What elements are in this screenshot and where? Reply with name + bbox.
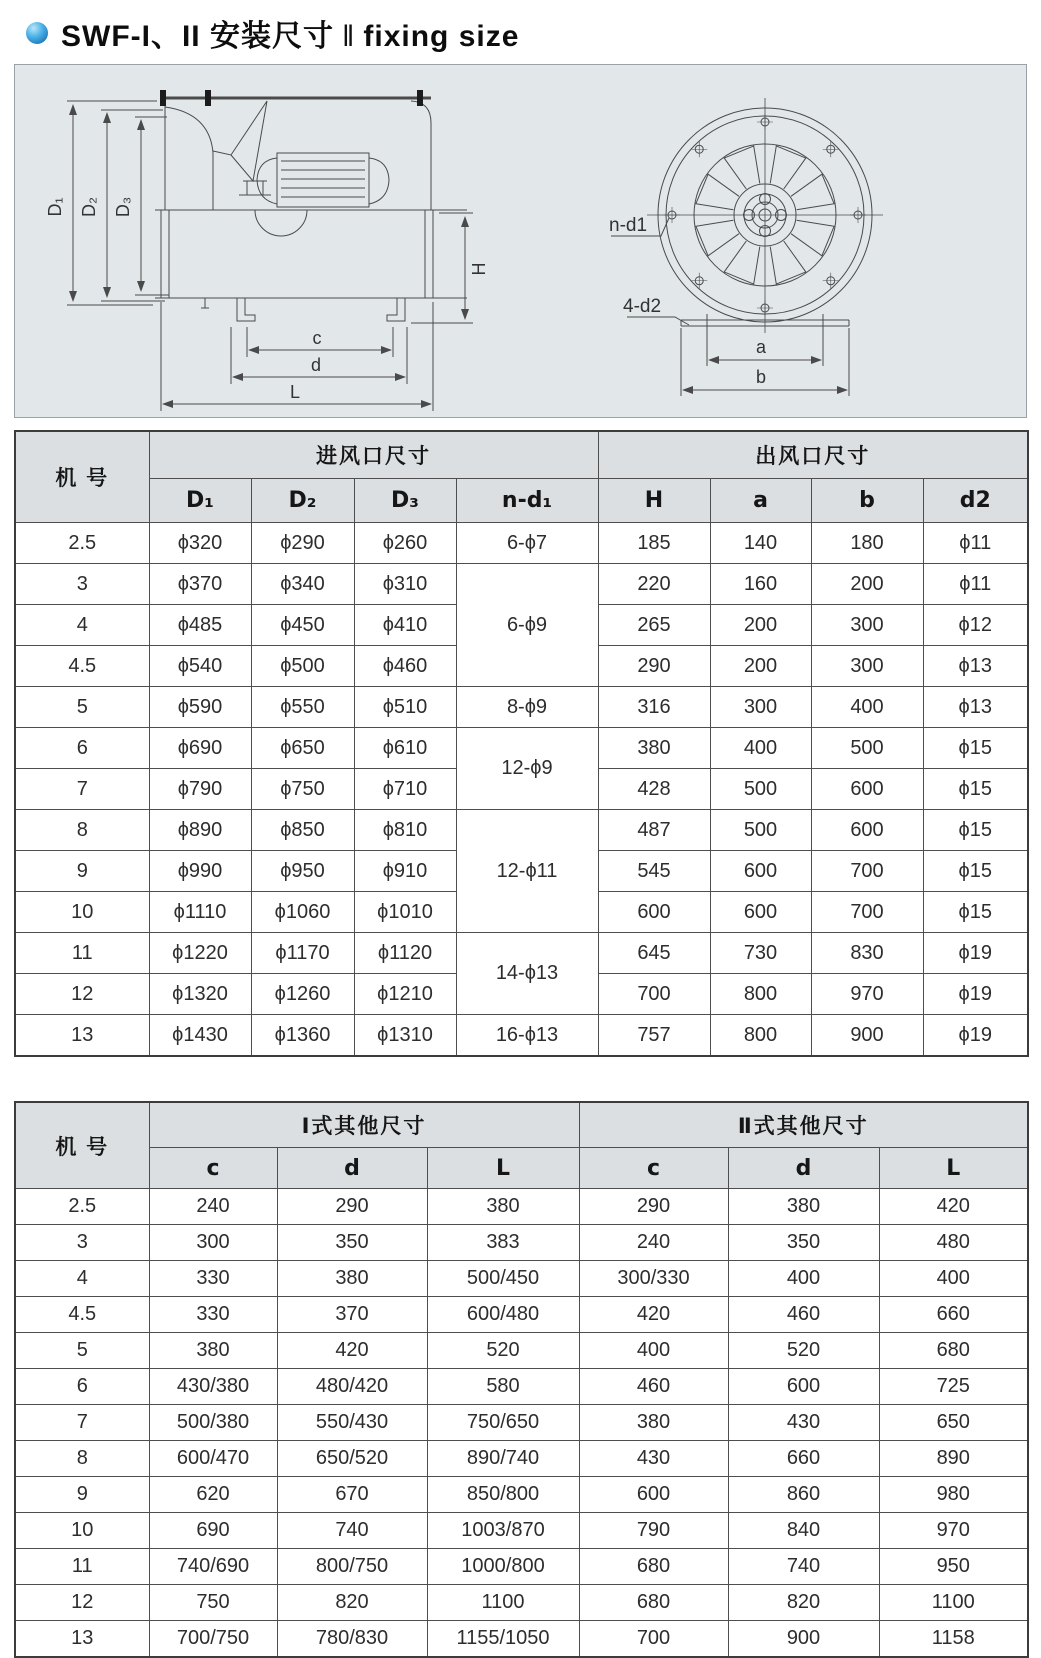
table-cell: 8 [15, 810, 149, 851]
table-cell: ϕ690 [149, 728, 251, 769]
table-cell: 316 [598, 687, 710, 728]
table-cell: ϕ850 [251, 810, 354, 851]
table-cell: 600 [710, 892, 811, 933]
table-row [15, 1549, 1028, 1585]
table-cell: 600 [728, 1369, 879, 1405]
table-cell: 500/450 [427, 1261, 579, 1297]
table-cell: 300 [710, 687, 811, 728]
table-cell: 12 [15, 974, 149, 1015]
col-header-c1: c [149, 1148, 277, 1189]
table-cell: 890 [879, 1441, 1028, 1477]
col-header-n-d1: n-d₁ [456, 479, 598, 523]
table-cell: 520 [427, 1333, 579, 1369]
dim-label-b: b [755, 367, 767, 387]
table-cell: 10 [15, 892, 149, 933]
table-cell: 980 [879, 1477, 1028, 1513]
table-cell: 7 [15, 769, 149, 810]
table-cell: 680 [579, 1549, 728, 1585]
table-cell: 430 [579, 1441, 728, 1477]
table-cell: 1158 [879, 1621, 1028, 1658]
table-cell: 2.5 [15, 1189, 149, 1225]
col-group-type2: Ⅱ式其他尺寸 [579, 1102, 1028, 1148]
title-separator: ‖ [341, 20, 356, 53]
table-cell: 820 [277, 1585, 427, 1621]
installation-diagram-panel [14, 64, 1027, 418]
table-cell: 4.5 [15, 1297, 149, 1333]
table-cell: 800 [710, 1015, 811, 1057]
table-cell: 5 [15, 687, 149, 728]
table-cell: ϕ950 [251, 851, 354, 892]
table-cell: 4.5 [15, 646, 149, 687]
table-cell: 240 [579, 1225, 728, 1261]
table-row [15, 1261, 1028, 1297]
table-cell: 16-ϕ13 [456, 1015, 598, 1057]
table-cell: 545 [598, 851, 710, 892]
col-header-b: b [811, 479, 923, 523]
table-cell: 730 [710, 933, 811, 974]
side-dimension-lines [67, 101, 473, 411]
table-cell: ϕ1360 [251, 1015, 354, 1057]
table-cell: 383 [427, 1225, 579, 1261]
table-cell: 1100 [427, 1585, 579, 1621]
table-cell: 480 [879, 1225, 1028, 1261]
table-row [15, 933, 1028, 974]
dim-label-a: a [755, 337, 767, 357]
table-cell: ϕ810 [354, 810, 456, 851]
installation-diagram [15, 65, 1026, 417]
table-cell: 660 [728, 1441, 879, 1477]
table-cell: 830 [811, 933, 923, 974]
table-row [15, 687, 1028, 728]
table-cell: 740 [728, 1549, 879, 1585]
table-row [15, 1297, 1028, 1333]
table-cell: 800/750 [277, 1549, 427, 1585]
table-cell: 240 [149, 1189, 277, 1225]
bullet-icon [26, 22, 48, 44]
dim-label-l: L [289, 382, 301, 402]
table-cell: 290 [598, 646, 710, 687]
table-cell: 11 [15, 1549, 149, 1585]
table-cell: ϕ1210 [354, 974, 456, 1015]
table-cell: 750 [149, 1585, 277, 1621]
col-header-d2: d2 [923, 479, 1028, 523]
dim-label-d: d [310, 355, 322, 375]
table-cell: 350 [277, 1225, 427, 1261]
table-cell: 290 [579, 1189, 728, 1225]
table-row [15, 1405, 1028, 1441]
table-cell: 13 [15, 1621, 149, 1658]
table-cell: 645 [598, 933, 710, 974]
table-cell: ϕ340 [251, 564, 354, 605]
table-cell: ϕ910 [354, 851, 456, 892]
table-cell: 290 [277, 1189, 427, 1225]
col-header-machine-no: 机 号 [15, 1102, 149, 1189]
col-group-outlet: 出风口尺寸 [598, 431, 1028, 479]
table-cell: 420 [277, 1333, 427, 1369]
table-row [15, 1189, 1028, 1225]
table-cell: 6 [15, 1369, 149, 1405]
table-cell: 300 [811, 605, 923, 646]
table-row [15, 728, 1028, 769]
table-cell: 500/380 [149, 1405, 277, 1441]
table-cell: 600 [811, 810, 923, 851]
table-cell: 790 [579, 1513, 728, 1549]
table-row [15, 1585, 1028, 1621]
table-cell: ϕ450 [251, 605, 354, 646]
table-cell: ϕ11 [923, 564, 1028, 605]
table-cell: 700 [811, 892, 923, 933]
table-cell: 8-ϕ9 [456, 687, 598, 728]
table-cell: 12 [15, 1585, 149, 1621]
table-cell: 600 [579, 1477, 728, 1513]
table-cell: 725 [879, 1369, 1028, 1405]
table-cell: 400 [710, 728, 811, 769]
table-cell: ϕ260 [354, 523, 456, 564]
table-row [15, 1225, 1028, 1261]
table-cell: 3 [15, 564, 149, 605]
table-cell: 680 [579, 1585, 728, 1621]
table-cell: ϕ410 [354, 605, 456, 646]
page-title [61, 11, 519, 55]
table-cell: 12-ϕ9 [456, 728, 598, 810]
table-cell: ϕ540 [149, 646, 251, 687]
table-cell: 5 [15, 1333, 149, 1369]
table-cell: 700 [811, 851, 923, 892]
table-cell: 650/520 [277, 1441, 427, 1477]
table-cell: ϕ890 [149, 810, 251, 851]
table-cell: 380 [427, 1189, 579, 1225]
table-cell: 140 [710, 523, 811, 564]
table-cell: 430 [728, 1405, 879, 1441]
table-cell: ϕ1120 [354, 933, 456, 974]
col-header-c2: c [579, 1148, 728, 1189]
table-cell: 9 [15, 1477, 149, 1513]
table-cell: ϕ1060 [251, 892, 354, 933]
table-cell: ϕ19 [923, 974, 1028, 1015]
table-cell: 850/800 [427, 1477, 579, 1513]
table-cell: 330 [149, 1261, 277, 1297]
table-cell: ϕ15 [923, 892, 1028, 933]
table-cell: 180 [811, 523, 923, 564]
table-row [15, 1441, 1028, 1477]
table-cell: 600/480 [427, 1297, 579, 1333]
table-cell: ϕ750 [251, 769, 354, 810]
table-cell: ϕ290 [251, 523, 354, 564]
table-cell: 500 [811, 728, 923, 769]
table-cell: 620 [149, 1477, 277, 1513]
dim-label-d3: D₃ [113, 196, 133, 218]
table-cell: ϕ710 [354, 769, 456, 810]
table-row [15, 1477, 1028, 1513]
table-cell: 265 [598, 605, 710, 646]
table-cell: 1100 [879, 1585, 1028, 1621]
table-cell: ϕ1220 [149, 933, 251, 974]
table-cell: 690 [149, 1513, 277, 1549]
label-n-d1: n-d1 [609, 215, 648, 236]
table-cell: 185 [598, 523, 710, 564]
table-cell: 200 [710, 646, 811, 687]
table-cell: ϕ1110 [149, 892, 251, 933]
table-cell: 2.5 [15, 523, 149, 564]
table-cell: 600 [710, 851, 811, 892]
col-header-D1: D₁ [149, 479, 251, 523]
table-cell: ϕ650 [251, 728, 354, 769]
table-cell: 700/750 [149, 1621, 277, 1658]
table-cell: 200 [710, 605, 811, 646]
table-cell: 1003/870 [427, 1513, 579, 1549]
table-cell: ϕ790 [149, 769, 251, 810]
table-cell: 700 [598, 974, 710, 1015]
table-cell: ϕ19 [923, 933, 1028, 974]
table-cell: 400 [728, 1261, 879, 1297]
table-cell: 500 [710, 769, 811, 810]
table-cell: 460 [579, 1369, 728, 1405]
table-cell: ϕ1310 [354, 1015, 456, 1057]
col-header-H: H [598, 479, 710, 523]
table-cell: 370 [277, 1297, 427, 1333]
col-header-d2: d [728, 1148, 879, 1189]
col-header-L2: L [879, 1148, 1028, 1189]
table-cell: ϕ550 [251, 687, 354, 728]
table-cell: ϕ12 [923, 605, 1028, 646]
table-cell: 4 [15, 605, 149, 646]
table-cell: 700 [579, 1621, 728, 1658]
table-cell: 970 [879, 1513, 1028, 1549]
table-cell: 757 [598, 1015, 710, 1057]
table-row [15, 810, 1028, 851]
fan-side-view [155, 98, 467, 321]
table-cell: 480/420 [277, 1369, 427, 1405]
table-cell: 4 [15, 1261, 149, 1297]
table-cell: 9 [15, 851, 149, 892]
table-cell: ϕ500 [251, 646, 354, 687]
table-cell: 680 [879, 1333, 1028, 1369]
table-row [15, 1369, 1028, 1405]
table-cell: ϕ15 [923, 728, 1028, 769]
table-cell: 1155/1050 [427, 1621, 579, 1658]
table-cell: 750/650 [427, 1405, 579, 1441]
table-cell: 380 [728, 1189, 879, 1225]
table-cell: 3 [15, 1225, 149, 1261]
table-cell: 330 [149, 1297, 277, 1333]
table-cell: 900 [728, 1621, 879, 1658]
table-cell: 600/470 [149, 1441, 277, 1477]
table-cell: 400 [579, 1333, 728, 1369]
table-cell: 660 [879, 1297, 1028, 1333]
table-cell: ϕ310 [354, 564, 456, 605]
table-cell: 420 [579, 1297, 728, 1333]
table-cell: 428 [598, 769, 710, 810]
table-cell: ϕ1320 [149, 974, 251, 1015]
table-cell: 300 [811, 646, 923, 687]
table-cell: 600 [811, 769, 923, 810]
dim-label-c: c [312, 328, 322, 348]
table-cell: 550/430 [277, 1405, 427, 1441]
table-cell: ϕ1170 [251, 933, 354, 974]
col-group-type1: Ⅰ式其他尺寸 [149, 1102, 579, 1148]
table-cell: 12-ϕ11 [456, 810, 598, 933]
table-cell: 600 [598, 892, 710, 933]
table-cell: 6-ϕ7 [456, 523, 598, 564]
table-cell: 160 [710, 564, 811, 605]
table-cell: 6-ϕ9 [456, 564, 598, 687]
table-cell: ϕ13 [923, 646, 1028, 687]
table-cell: 14-ϕ13 [456, 933, 598, 1015]
table-cell: 860 [728, 1477, 879, 1513]
col-group-inlet: 进风口尺寸 [149, 431, 598, 479]
table-cell: ϕ15 [923, 851, 1028, 892]
table-cell: 11 [15, 933, 149, 974]
table-cell: 7 [15, 1405, 149, 1441]
table-cell: 1000/800 [427, 1549, 579, 1585]
table-cell: ϕ460 [354, 646, 456, 687]
table-cell: 890/740 [427, 1441, 579, 1477]
col-header-machine-no: 机 号 [15, 431, 149, 523]
page-header [0, 0, 1041, 54]
table-cell: ϕ1430 [149, 1015, 251, 1057]
table-cell: 10 [15, 1513, 149, 1549]
table-row [15, 523, 1028, 564]
col-header-L1: L [427, 1148, 579, 1189]
table-cell: ϕ15 [923, 769, 1028, 810]
table-cell: ϕ11 [923, 523, 1028, 564]
table-row [15, 1015, 1028, 1057]
col-header-d1: d [277, 1148, 427, 1189]
table-row [15, 1621, 1028, 1658]
table-cell: 380 [598, 728, 710, 769]
table-cell: ϕ15 [923, 810, 1028, 851]
table-cell: 380 [579, 1405, 728, 1441]
table-row [15, 1333, 1028, 1369]
table-cell: 13 [15, 1015, 149, 1057]
table-cell: 300 [149, 1225, 277, 1261]
dim-label-d1: D₁ [45, 197, 65, 217]
table-row [15, 1513, 1028, 1549]
table-cell: 580 [427, 1369, 579, 1405]
table-cell: 460 [728, 1297, 879, 1333]
dim-label-h: H [469, 262, 489, 276]
table-cell: 670 [277, 1477, 427, 1513]
table-cell: ϕ510 [354, 687, 456, 728]
table-cell: ϕ1010 [354, 892, 456, 933]
col-header-a: a [710, 479, 811, 523]
table-cell: 520 [728, 1333, 879, 1369]
col-header-D2: D₂ [251, 479, 354, 523]
table-cell: 420 [879, 1189, 1028, 1225]
table-cell: 220 [598, 564, 710, 605]
other-dimensions-table [14, 1101, 1029, 1658]
table-cell: 500 [710, 810, 811, 851]
table-cell: 6 [15, 728, 149, 769]
table-cell: 380 [277, 1261, 427, 1297]
table-cell: 350 [728, 1225, 879, 1261]
table-cell: ϕ13 [923, 687, 1028, 728]
table-cell: 780/830 [277, 1621, 427, 1658]
table-cell: 200 [811, 564, 923, 605]
table-cell: 300/330 [579, 1261, 728, 1297]
table-cell: 380 [149, 1333, 277, 1369]
table-cell: ϕ19 [923, 1015, 1028, 1057]
table-cell: 400 [879, 1261, 1028, 1297]
table-cell: 487 [598, 810, 710, 851]
table-cell: 970 [811, 974, 923, 1015]
table-cell: 650 [879, 1405, 1028, 1441]
title-chinese: SWF-I、II 安装尺寸 [61, 20, 334, 53]
table-cell: 740/690 [149, 1549, 277, 1585]
table-cell: ϕ320 [149, 523, 251, 564]
table-cell: ϕ990 [149, 851, 251, 892]
table-cell: 900 [811, 1015, 923, 1057]
table-cell: ϕ485 [149, 605, 251, 646]
dim-label-d2: D₂ [79, 197, 99, 217]
table-cell: ϕ590 [149, 687, 251, 728]
table-cell: 430/380 [149, 1369, 277, 1405]
table-cell: ϕ370 [149, 564, 251, 605]
table-cell: ϕ610 [354, 728, 456, 769]
label-4-d2: 4-d2 [623, 296, 662, 317]
table-cell: 740 [277, 1513, 427, 1549]
table-cell: 400 [811, 687, 923, 728]
table-cell: 820 [728, 1585, 879, 1621]
inlet-outlet-size-table [14, 430, 1029, 1057]
col-header-D3: D₃ [354, 479, 456, 523]
table-cell: ϕ1260 [251, 974, 354, 1015]
title-english: fixing size [363, 20, 520, 53]
table-cell: 840 [728, 1513, 879, 1549]
table-cell: 800 [710, 974, 811, 1015]
table-row [15, 564, 1028, 605]
table-cell: 8 [15, 1441, 149, 1477]
table-cell: 950 [879, 1549, 1028, 1585]
